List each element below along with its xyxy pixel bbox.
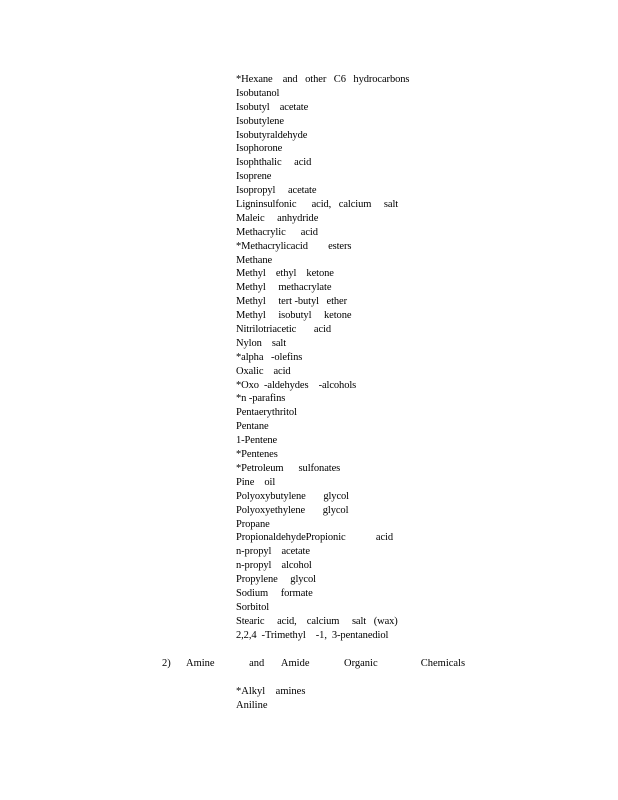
section-number: 2) [162, 658, 171, 669]
list-item: Aniline [236, 699, 268, 711]
list-item: 2,2,4 -Trimethyl -1, 3-pentanediol [236, 629, 389, 641]
list-item: Maleic anhydride [236, 212, 319, 224]
list-item: Pentane [236, 421, 269, 433]
list-item: Isobutyl acetate [236, 101, 309, 113]
list-item: Polyoxyethylene glycol [236, 504, 349, 516]
list-item: Propylene glycol [236, 574, 316, 586]
list-item: Nitrilotriacetic acid [236, 324, 331, 336]
list-item: Isobutylene [236, 115, 284, 127]
list-item: Nylon salt [236, 337, 287, 349]
list-item: Methyl tert -butyl ether [236, 296, 348, 308]
amine-chemical-list [236, 685, 305, 713]
list-item: PropionaldehydePropionic acid [236, 532, 393, 544]
list-item: Propane [236, 518, 270, 530]
list-item: Stearic acid, calcium salt (wax) [236, 615, 398, 627]
list-item: Sodium formate [236, 587, 313, 599]
list-item: Methyl ethyl ketone [236, 268, 334, 280]
list-item: Polyoxybutylene glycol [236, 490, 349, 502]
list-item: Methyl methacrylate [236, 282, 332, 294]
list-item: Isobutyraldehyde [236, 129, 308, 141]
list-item: Methyl isobutyl ketone [236, 310, 352, 322]
list-item: Methane [236, 254, 273, 266]
list-item: *Methacrylicacid esters [236, 240, 352, 252]
list-item: n-propyl acetate [236, 546, 310, 558]
section-title: Amine and Amide Organic Chemicals [186, 658, 466, 669]
list-item: Isopropyl acetate [236, 185, 317, 197]
list-item: *Oxo -aldehydes -alcohols [236, 379, 357, 391]
list-item: Ligninsulfonic acid, calcium salt [236, 199, 399, 211]
list-item: Methacrylic acid [236, 226, 318, 238]
list-item: *n -parafins [236, 393, 286, 405]
list-item: Isoprene [236, 171, 272, 183]
list-item: Isobutanol [236, 87, 280, 99]
list-item: Oxalic acid [236, 365, 291, 377]
list-item: *Alkyl amines [236, 686, 306, 697]
list-item: Isophthalic acid [236, 157, 312, 169]
list-item: *alpha -olefins [236, 351, 303, 363]
list-item: Isophorone [236, 143, 283, 155]
list-item: Pentaerythritol [236, 407, 297, 419]
chemical-list [236, 73, 409, 643]
list-item: Sorbitol [236, 601, 270, 613]
list-item: 1-Pentene [236, 435, 278, 447]
list-item: Pine oil [236, 476, 276, 488]
list-item: *Petroleum sulfonates [236, 462, 341, 474]
list-item: n-propyl alcohol [236, 560, 312, 572]
list-item: *Pentenes [236, 449, 278, 461]
list-item: *Hexane and other C6 hydrocarbons [236, 74, 410, 85]
